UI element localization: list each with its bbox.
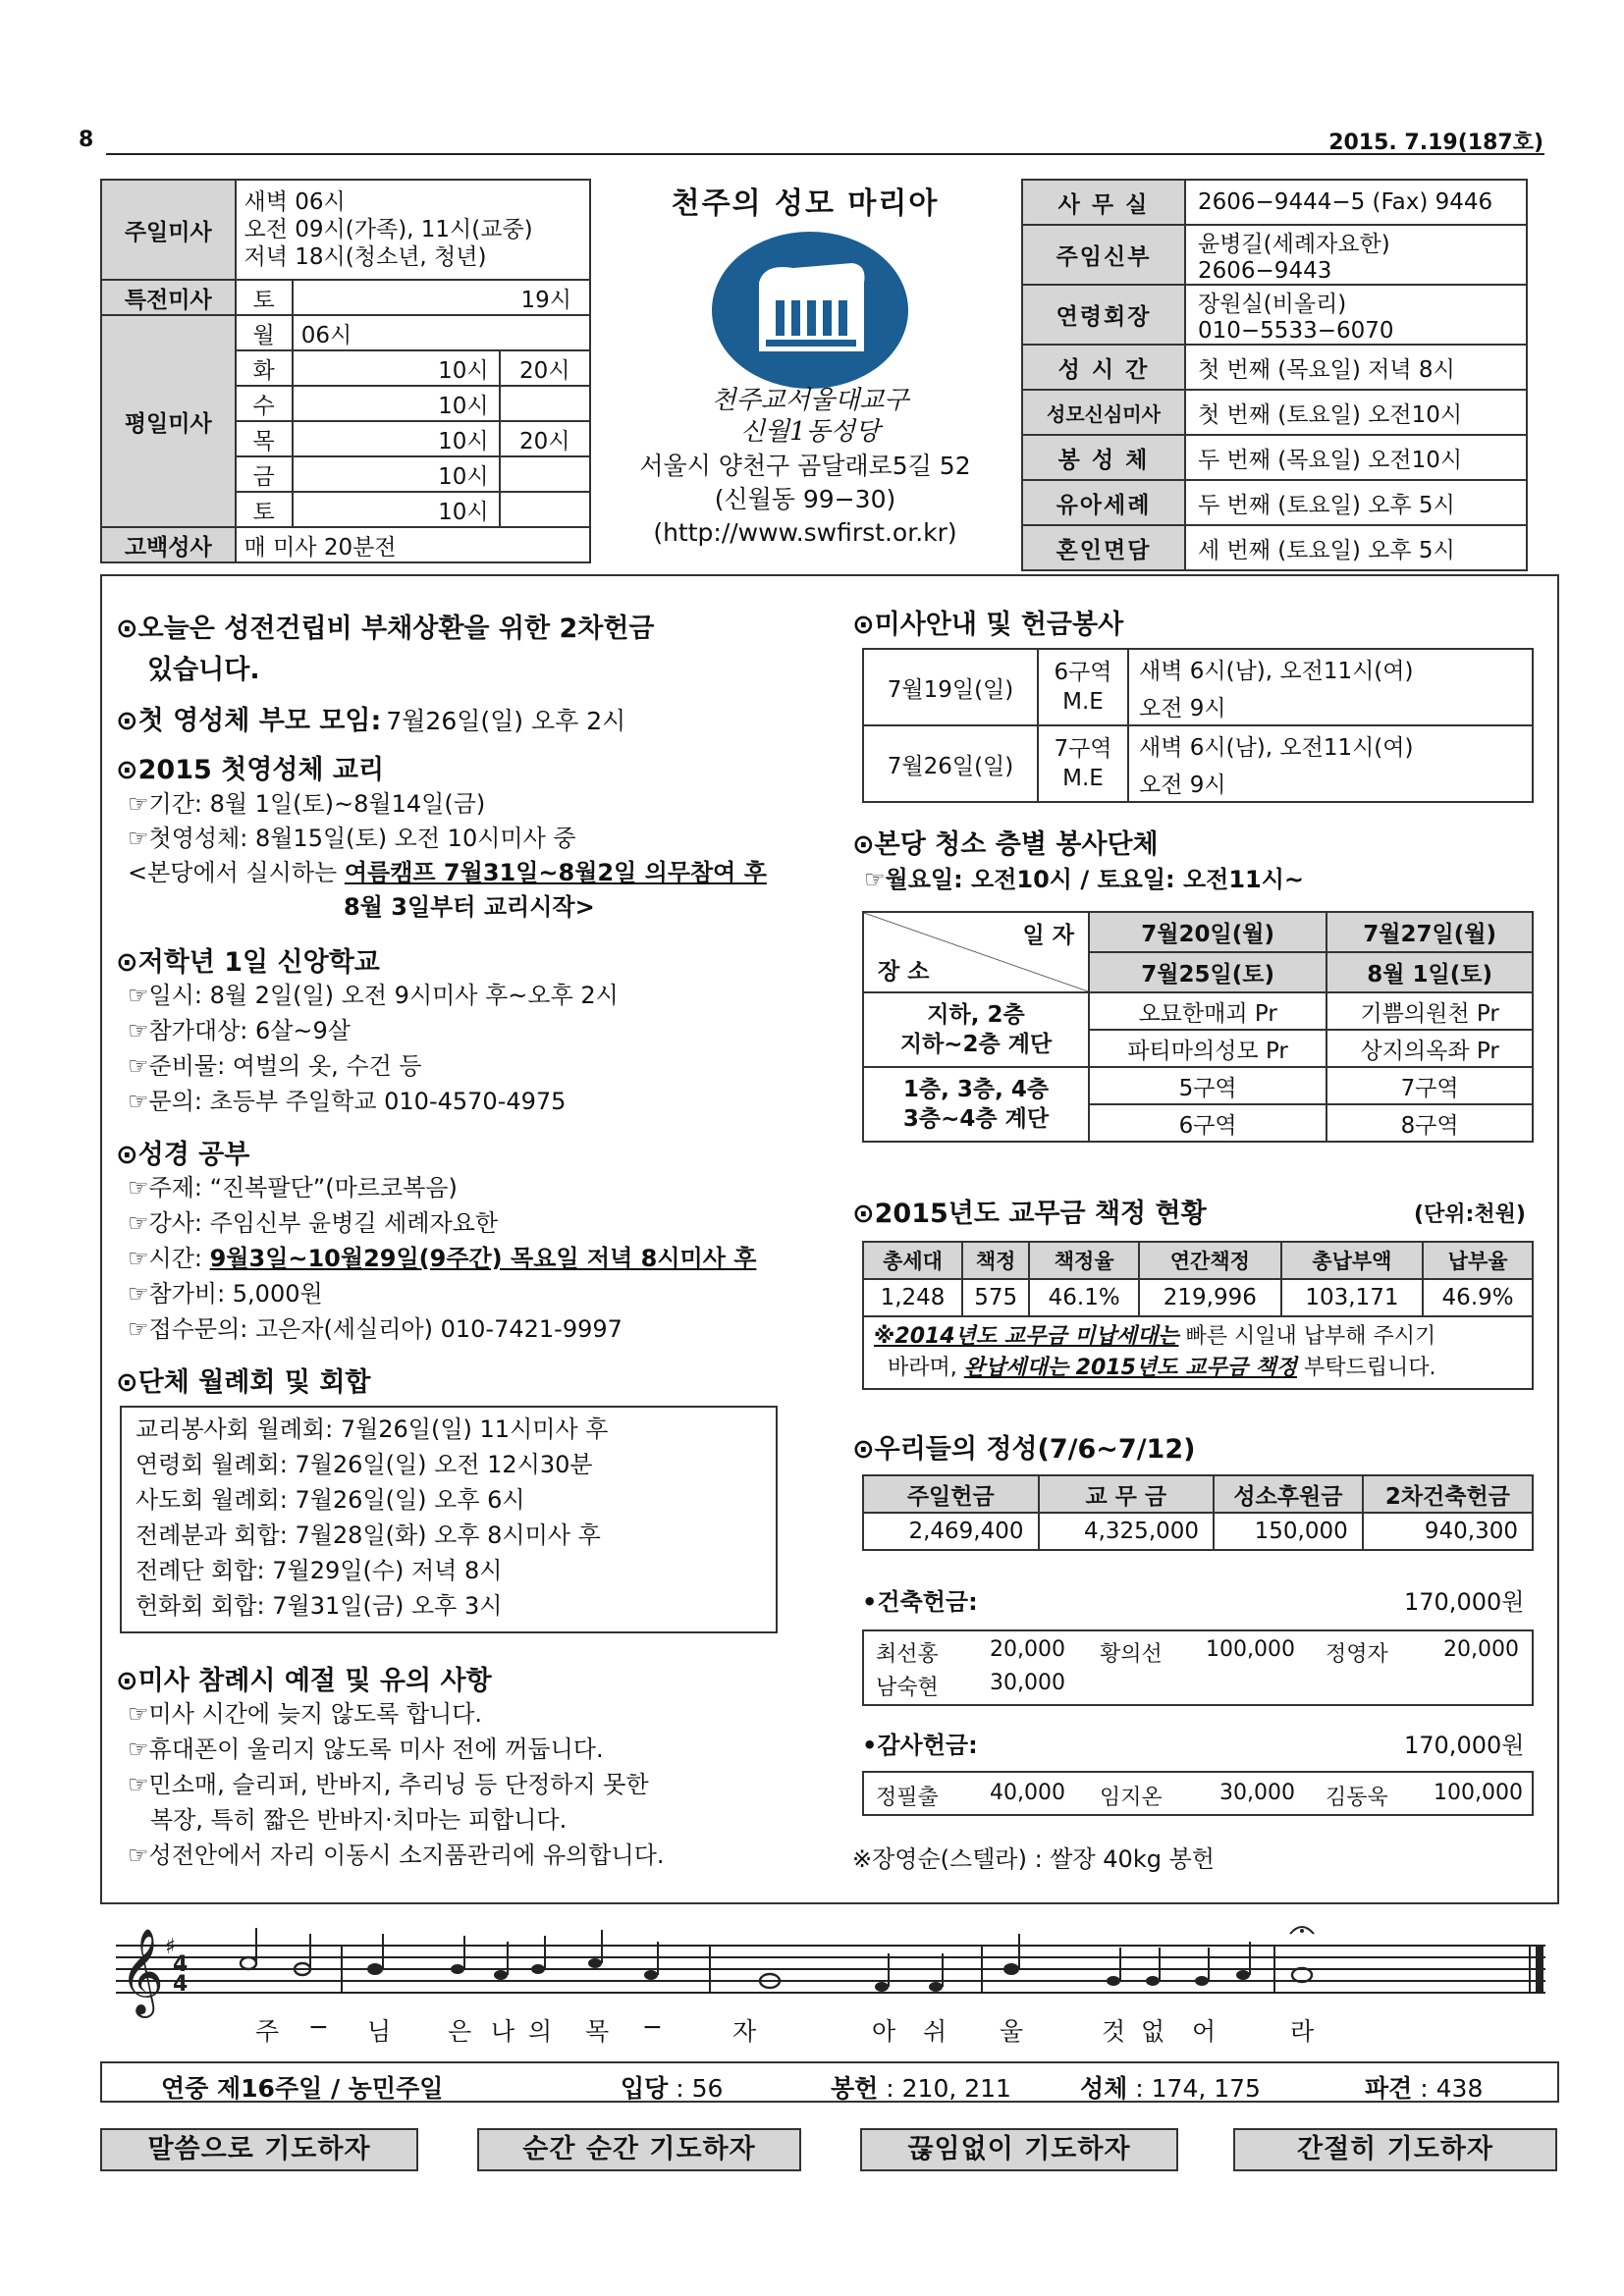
svg-text:♯: ♯: [165, 1935, 176, 1959]
list-item: ☞참가대상: 6살~9살: [128, 1017, 351, 1044]
special-mass-label: 특전미사: [101, 280, 236, 315]
donor-amount: 20,000: [990, 1637, 1065, 1662]
mass-guide-date: 7월26일(일): [863, 725, 1038, 802]
handwritten-line-2: 신월1동성당: [739, 417, 881, 447]
weekday-time-evening: [500, 386, 590, 421]
svg-text:4: 4: [173, 1972, 189, 1997]
lyric-syllable: 은: [448, 2017, 472, 2046]
building-fund-label: •건축헌금:: [862, 1588, 978, 1616]
list-item: ☞민소매, 슬리퍼, 반바지, 추리닝 등 단정하지 못한: [128, 1771, 649, 1798]
bible-study-items: [128, 1170, 756, 1347]
page-number: 8: [79, 128, 94, 152]
section-title: ⊙본당 청소 층별 봉사단체: [852, 829, 1159, 860]
info-value: 첫 번째 (목요일) 저녁 8시: [1185, 345, 1527, 390]
weekday-time-evening: 20시: [500, 421, 590, 456]
section-title: ⊙우리들의 정성(7/6~7/12): [852, 1434, 1196, 1465]
mass-guide-group: [1038, 725, 1128, 802]
handwritten-line-1: 천주교서울대교구: [711, 386, 909, 415]
list-item: ☞준비물: 여벌의 옷, 수건 등: [128, 1052, 422, 1080]
list-item: 전례단 회합: 7월29일(수) 저녁 8시: [135, 1557, 503, 1584]
weekday-day: 목: [236, 421, 293, 456]
weekday-time-evening: [500, 456, 590, 492]
donor-amount: 30,000: [1219, 1781, 1295, 1805]
offering-header: 2차건축헌금: [1363, 1475, 1533, 1513]
info-key: 유아세례: [1022, 480, 1185, 525]
offering-value: 150,000: [1214, 1513, 1363, 1550]
tithe-note-paid: 완납세대는 2015년도 교무금 책정: [963, 1356, 1297, 1380]
list-item: 교리봉사회 월례회: 7월26일(일) 11시미사 후: [135, 1415, 609, 1443]
mass-guide-times: 새벽 6시(남), 오전11시(여): [1128, 725, 1533, 764]
offertory-hymn: [831, 2069, 1011, 2105]
cleaning-group: 5구역: [1089, 1067, 1326, 1104]
info-key: 성 시 간: [1022, 345, 1185, 390]
info-key: 주임신부: [1022, 225, 1185, 285]
weekday-time: 10시: [293, 350, 500, 386]
list-item: 복장, 특히 짧은 반바지·치마는 피합니다.: [128, 1806, 568, 1834]
thanks-donors-box: [862, 1771, 1534, 1816]
mass-schedule-table: [100, 179, 591, 563]
donor-amount: 30,000: [990, 1671, 1065, 1695]
special-mass-day: 토: [236, 280, 293, 315]
cleaning-date: 7월25일(토): [1089, 952, 1326, 992]
sunday-time-1: 새벽 06시: [244, 189, 346, 215]
donor-name: 임지온: [1100, 1786, 1163, 1810]
entrance-number: : 56: [668, 2074, 724, 2103]
list-item: ☞시간:: [128, 1245, 210, 1272]
section-title: ⊙미사안내 및 헌금봉사: [852, 610, 1124, 640]
offering-header: 교 무 금: [1039, 1475, 1215, 1513]
cleaning-group: 기쁨의원천 Pr: [1326, 992, 1533, 1030]
donor-amount: 100,000: [1434, 1781, 1523, 1805]
place-name: 3층~4층 계단: [902, 1106, 1050, 1132]
lyric-syllable: 울: [1000, 2017, 1024, 2046]
list-item: 연령회 월례회: 7월26일(일) 오전 12시30분: [135, 1451, 593, 1478]
lyric-syllable: 아: [872, 2017, 896, 2046]
meeting-time: 7월26일(일) 오후 2시: [386, 707, 626, 735]
confession-text: 매 미사 20분전: [236, 527, 590, 562]
cleaning-group: 오묘한매괴 Pr: [1089, 992, 1326, 1030]
lyric-syllable: 님: [367, 2017, 392, 2046]
weekday-day: 수: [236, 386, 293, 421]
lyric-syllable: −: [642, 2012, 663, 2041]
cleaning-date: 8월 1일(토): [1326, 952, 1533, 992]
weekday-day: 화: [236, 350, 293, 386]
tithe-value: 46.9%: [1423, 1279, 1533, 1316]
offering-value: 940,300: [1363, 1513, 1533, 1550]
weekday-day: 토: [236, 492, 293, 527]
prayer-banner: 간절히 기도하자: [1233, 2128, 1557, 2171]
donor-name: 정영자: [1326, 1642, 1388, 1667]
mass-guide-date: 7월19일(일): [863, 649, 1038, 725]
tithe-table: [862, 1241, 1534, 1390]
info-value: 2606−9444−5 (Fax) 9446: [1185, 180, 1527, 225]
tithe-header: 연간책정: [1139, 1242, 1281, 1279]
donor-name: 최선홍: [876, 1642, 939, 1667]
thanks-offering-total: 170,000원: [1404, 1732, 1525, 1759]
communion-number: : 174, 175: [1127, 2074, 1261, 2103]
cleaning-group: 7구역: [1326, 1067, 1533, 1104]
liturgical-week: 연중 제16주일 / 농민주일: [161, 2074, 444, 2103]
lyric-syllable: 자: [732, 2017, 757, 2046]
donor-name: 황의선: [1100, 1642, 1163, 1667]
info-value: 윤병길(세례자요한) 2606−9443: [1185, 225, 1527, 285]
info-value: 두 번째 (목요일) 오전10시: [1185, 435, 1527, 480]
parish-address: 서울시 양천구 곰달래로5길 52: [639, 452, 971, 480]
tithe-header: 책정율: [1029, 1242, 1139, 1279]
lyric-syllable: 주: [255, 2017, 280, 2046]
lyric-syllable: 나: [491, 2017, 515, 2046]
weekday-time-evening: [500, 492, 590, 527]
parish-address-old: (신월동 99−30): [714, 485, 896, 513]
list-item: 전례분과 회합: 7월28일(화) 오후 8시미사 후: [135, 1522, 601, 1549]
tithe-header: 책정: [962, 1242, 1029, 1279]
donor-name: 김동욱: [1326, 1786, 1388, 1810]
mass-guide-times: 오전 9시: [1128, 687, 1533, 725]
list-item: ☞첫영성체: 8월15일(토) 오전 10시미사 중: [128, 825, 576, 852]
lyric-syllable: 것: [1102, 2017, 1126, 2046]
offertory-label: 봉헌: [831, 2074, 879, 2103]
donor-amount: 40,000: [990, 1781, 1065, 1805]
dismissal-hymn: [1365, 2069, 1483, 2105]
cleaning-table: [862, 911, 1534, 1143]
info-value: 장원실(비올리) 010−5533−6070: [1185, 285, 1527, 345]
offering-header: 주일헌금: [863, 1475, 1039, 1513]
rice-offering-note: ※장영순(스텔라) : 쌀장 40kg 봉헌: [852, 1845, 1215, 1873]
hymn-lyrics: [116, 2012, 1545, 2052]
sunday-time-3: 저녁 18시(청소년, 청년): [244, 244, 487, 270]
section-title: ⊙단체 월례회 및 회합: [116, 1367, 371, 1398]
thanks-offering-label: •감사헌금:: [862, 1732, 978, 1759]
first-communion-items: [128, 787, 767, 925]
sunday-mass-label: 주일미사: [101, 180, 236, 280]
study-time: 9월3일~10월29일(9주간) 목요일 저녁 8시미사 후: [209, 1245, 757, 1272]
tithe-value: 1,248: [863, 1279, 962, 1316]
group-name: 6구역: [1054, 660, 1112, 685]
tithe-note-text: 부탁드립니다.: [1296, 1356, 1436, 1380]
date-header: 일 자: [1022, 923, 1074, 948]
notice-second-collection-cont: 있습니다.: [147, 655, 260, 685]
prayer-banner: 끊임없이 기도하자: [860, 2128, 1178, 2171]
dismissal-number: : 438: [1412, 2074, 1484, 2103]
liturgy-info-bar: [100, 2061, 1559, 2103]
list-item: ☞미사 시간에 늦지 않도록 합니다.: [128, 1700, 483, 1728]
prayer-banner: 말씀으로 기도하자: [100, 2128, 418, 2171]
unit-note: (단위:천원): [1414, 1202, 1526, 1227]
mass-etiquette-items: [128, 1696, 665, 1873]
list-item: ☞문의: 초등부 주일학교 010-4570-4975: [128, 1088, 567, 1115]
prayer-banner: 순간 순간 기도하자: [477, 2128, 801, 2171]
music-score: [116, 1916, 1545, 2024]
cleaning-group: 8구역: [1326, 1104, 1533, 1142]
parish-address-block: [609, 450, 1001, 550]
svg-text:𝄞: 𝄞: [120, 1927, 164, 2014]
donor-name: 정필출: [876, 1786, 939, 1810]
communion-label: 성체: [1080, 2074, 1128, 2103]
cleaning-group: 6구역: [1089, 1104, 1326, 1142]
cleaning-header-corner: [863, 912, 1089, 992]
lyric-syllable: 어: [1192, 2017, 1217, 2046]
weekday-mass-label: 평일미사: [101, 315, 236, 527]
list-item: ☞주제: “진복팔단”(마르코복음): [128, 1174, 458, 1201]
group-meetings-box: [120, 1406, 778, 1633]
cleaning-place: [863, 1067, 1089, 1142]
section-title: ⊙2015 첫영성체 교리: [116, 755, 385, 785]
offering-value: 4,325,000: [1039, 1513, 1215, 1550]
list-item: ☞강사: 주임신부 윤병길 세례자요한: [128, 1209, 499, 1237]
weekday-time: 10시: [293, 386, 500, 421]
list-item: ☞성전안에서 자리 이동시 소지품관리에 유의합니다.: [128, 1842, 665, 1869]
tithe-value: 575: [962, 1279, 1029, 1316]
info-key: 성모신심미사: [1022, 390, 1185, 435]
svg-text:4: 4: [173, 1952, 189, 1977]
cleaning-date: 7월20일(월): [1089, 912, 1326, 952]
tithe-value: 103,171: [1281, 1279, 1424, 1316]
camp-note-start: 8월 3일부터 교리시작>: [344, 893, 595, 921]
parish-logo-icon: [705, 224, 915, 391]
notice-second-collection: ⊙오늘은 성전건립비 부채상환을 위한 2차헌금: [116, 614, 655, 644]
weekday-day: 금: [236, 456, 293, 492]
section-title: ⊙2015년도 교무금 책정 현황: [852, 1199, 1207, 1229]
section-title: ⊙성경 공부: [116, 1140, 250, 1170]
tithe-note-unpaid: ※2014년도 교무금 미납세대는: [874, 1324, 1179, 1349]
lyric-syllable: 없: [1141, 2017, 1165, 2046]
lyric-syllable: 쉬: [923, 2017, 947, 2046]
building-donors-box: [862, 1629, 1534, 1706]
parish-website[interactable]: (http://www.swfirst.or.kr): [653, 518, 957, 547]
weekday-time: 10시: [293, 492, 500, 527]
cleaning-group: 파티마의성모 Pr: [1089, 1030, 1326, 1067]
cleaning-date: 7월27일(월): [1326, 912, 1533, 952]
faith-school-items: [128, 978, 619, 1119]
section-title: ⊙저학년 1일 신앙학교: [116, 947, 380, 978]
tithe-value: 219,996: [1139, 1279, 1281, 1316]
place-name: 지하, 2층: [927, 1002, 1025, 1028]
group-name: 7구역: [1054, 736, 1112, 762]
tithe-value: 46.1%: [1029, 1279, 1139, 1316]
place-name: 지하~2층 계단: [899, 1032, 1053, 1057]
section-title: ⊙미사 참례시 예절 및 유의 사항: [116, 1666, 492, 1696]
info-key: 사 무 실: [1022, 180, 1185, 225]
dismissal-label: 파견: [1365, 2074, 1413, 2103]
parish-handwritten-name: [687, 385, 933, 448]
info-key: 봉 성 체: [1022, 435, 1185, 480]
list-item: ☞참가비: 5,000원: [128, 1280, 323, 1308]
donor-amount: 100,000: [1206, 1637, 1295, 1662]
mass-guide-group: [1038, 649, 1128, 725]
offertory-number: : 210, 211: [878, 2074, 1011, 2103]
tithe-header: 총세대: [863, 1242, 962, 1279]
confession-label: 고백성사: [101, 527, 236, 562]
lyric-syllable: 라: [1290, 2017, 1315, 2046]
info-key: 혼인면담: [1022, 525, 1185, 570]
entrance-hymn: [621, 2069, 723, 2105]
cleaning-group: 상지의옥좌 Pr: [1326, 1030, 1533, 1067]
communion-hymn: [1080, 2069, 1261, 2105]
camp-note-bold: 여름캠프 7월31일~8월2일 의무참여 후: [344, 859, 767, 886]
offerings-table: [862, 1474, 1534, 1551]
weekday-time: 10시: [293, 456, 500, 492]
section-title: ⊙첫 영성체 부모 모임:: [116, 706, 382, 736]
first-communion-parents-meeting: [116, 699, 625, 737]
list-item: 헌화회 회합: 7월31일(금) 오후 3시: [135, 1592, 503, 1620]
parish-info-table: [1021, 179, 1528, 571]
tithe-header: 납부율: [1423, 1242, 1533, 1279]
group-name: M.E: [1062, 689, 1104, 715]
place-name: 1층, 3층, 4층: [902, 1077, 1050, 1102]
entrance-label: 입당: [621, 2074, 669, 2103]
bulletin-title: 천주의 성모 마리아: [671, 187, 940, 221]
list-item: 사도회 월례회: 7월26일(일) 오후 6시: [135, 1486, 525, 1514]
donor-amount: 20,000: [1443, 1637, 1519, 1662]
cleaning-schedule-note: ☞월요일: 오전10시 / 토요일: 오전11시~: [864, 866, 1305, 893]
place-header: 장 소: [878, 959, 930, 985]
cleaning-place: [863, 992, 1089, 1067]
list-item: ☞휴대폰이 울리지 않도록 미사 전에 꺼둡니다.: [128, 1735, 604, 1763]
list-item: ☞접수문의: 고은자(세실리아) 010-7421-9997: [128, 1315, 623, 1343]
lyric-syllable: 목: [585, 2017, 610, 2046]
camp-note: <본당에서 실시하는: [128, 859, 345, 886]
weekday-day: 월: [236, 315, 293, 350]
building-fund-total: 170,000원: [1404, 1588, 1525, 1616]
tithe-note-text: 빠른 시일내 납부해 주시기: [1178, 1324, 1436, 1349]
lyric-syllable: 의: [528, 2017, 553, 2046]
lyric-syllable: −: [308, 2012, 329, 2041]
info-value: 세 번째 (토요일) 오후 5시: [1185, 525, 1527, 570]
issue-date: 2015. 7.19(187호): [1328, 131, 1543, 155]
list-item: ☞기간: 8월 1일(토)~8월14일(금): [128, 790, 486, 818]
info-value: 첫 번째 (토요일) 오전10시: [1185, 390, 1527, 435]
info-key: 연령회장: [1022, 285, 1185, 345]
weekday-time: 10시: [293, 421, 500, 456]
mass-guide-table: [862, 648, 1534, 803]
sunday-mass-times: [236, 180, 590, 280]
weekday-time: 06시: [293, 315, 590, 350]
offering-header: 성소후원금: [1214, 1475, 1363, 1513]
tithe-note: [863, 1316, 1533, 1389]
donor-name: 남숙현: [876, 1676, 939, 1700]
sunday-time-2: 오전 09시(가족), 11시(교중): [244, 217, 533, 242]
special-mass-time: 19시: [293, 280, 590, 315]
weekday-time-evening: 20시: [500, 350, 590, 386]
tithe-header: 총납부액: [1281, 1242, 1424, 1279]
mass-guide-times: 오전 9시: [1128, 764, 1533, 802]
info-value: 두 번째 (토요일) 오후 5시: [1185, 480, 1527, 525]
offering-value: 2,469,400: [863, 1513, 1039, 1550]
mass-guide-times: 새벽 6시(남), 오전11시(여): [1128, 649, 1533, 687]
group-name: M.E: [1062, 766, 1104, 791]
list-item: ☞일시: 8월 2일(일) 오전 9시미사 후~오후 2시: [128, 982, 619, 1009]
tithe-note-text: 바라며,: [888, 1356, 964, 1380]
